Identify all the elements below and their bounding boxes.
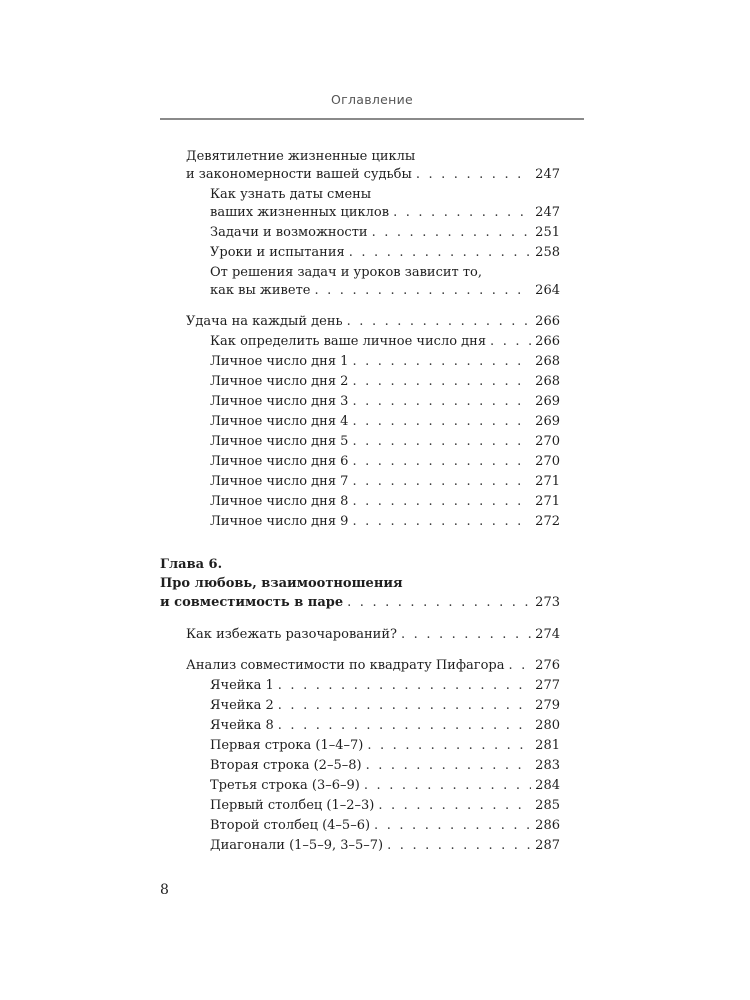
- toc-leader-dots: [401, 626, 531, 644]
- toc-section-title: Удача на каждый день: [186, 314, 343, 329]
- chapter-title: Про любовь, взаимоотношения: [160, 576, 403, 591]
- toc-entry[interactable]: [210, 757, 560, 775]
- toc-page-number: 279: [535, 698, 560, 713]
- toc-page-number: 272: [535, 514, 560, 529]
- toc-leader-dots: [372, 224, 532, 242]
- toc-page-number: 264: [535, 283, 560, 298]
- toc-entry[interactable]: [210, 244, 560, 262]
- toc-entry-title: Диагонали (1–5–9, 3–5–7): [210, 838, 384, 853]
- toc-entry[interactable]: [210, 353, 560, 371]
- toc-entry[interactable]: [210, 473, 560, 491]
- toc-entry-title: Второй столбец (4–5–6): [210, 818, 371, 833]
- toc-page-number: 271: [535, 474, 560, 489]
- toc-section[interactable]: [186, 657, 560, 675]
- toc-entry-title: Первый столбец (1–2–3): [210, 798, 375, 813]
- toc-leader-dots: [416, 166, 531, 184]
- toc-page-number: 276: [535, 658, 560, 673]
- toc-entry-title: Первая строка (1–4–7): [210, 738, 364, 753]
- toc-page-number: 268: [535, 354, 560, 369]
- header-rule: [160, 118, 584, 120]
- toc-page-number: 287: [535, 838, 560, 853]
- toc-page-number: 285: [535, 798, 560, 813]
- toc-leader-dots: [352, 353, 531, 371]
- toc-leader-dots: [278, 717, 531, 735]
- toc-leader-dots: [347, 313, 532, 331]
- toc-entry-title: Личное число дня 4: [210, 414, 349, 429]
- toc-leader-dots: [352, 493, 531, 511]
- toc-leader-dots: [387, 837, 531, 855]
- toc-entry[interactable]: [186, 166, 560, 184]
- chapter-title: и совместимость в паре: [160, 595, 344, 610]
- toc-leader-dots: [490, 333, 531, 351]
- toc-entry-title: Личное число дня 6: [210, 454, 349, 469]
- toc-entry[interactable]: [210, 677, 560, 695]
- toc-page-number: 247: [535, 167, 560, 182]
- toc-entry-title: Личное число дня 5: [210, 434, 349, 449]
- toc-entry-title: как вы живете: [210, 283, 311, 298]
- toc-entry-title: Личное число дня 3: [210, 394, 349, 409]
- toc-leader-dots: [378, 797, 531, 815]
- toc-entry-title: Задачи и возможности: [210, 225, 368, 240]
- chapter-label: Глава 6.: [160, 557, 223, 572]
- page-number: 8: [160, 882, 169, 898]
- toc-entry[interactable]: [210, 333, 560, 351]
- running-head: Оглавление: [330, 92, 414, 107]
- toc-leader-dots: [352, 513, 531, 531]
- toc-page-number: 266: [535, 334, 560, 349]
- toc-page-number: 251: [535, 225, 560, 240]
- toc-leader-dots: [352, 433, 531, 451]
- toc-leader-dots: [393, 204, 531, 222]
- toc-entry-title: ваших жизненных циклов: [210, 205, 390, 220]
- toc-entry-title: Личное число дня 9: [210, 514, 349, 529]
- toc-page-number: 271: [535, 494, 560, 509]
- toc-entry-title: Ячейка 2: [210, 698, 274, 713]
- toc-entry-title: Личное число дня 1: [210, 354, 349, 369]
- toc-page-number: 247: [535, 205, 560, 220]
- toc-entry[interactable]: [210, 453, 560, 471]
- toc-entry[interactable]: [210, 413, 560, 431]
- toc-page-number: 284: [535, 778, 560, 793]
- toc-leader-dots: [352, 413, 531, 431]
- toc-page-number: 258: [535, 245, 560, 260]
- toc-section-title: Анализ совместимости по квадрату Пифагора: [186, 658, 505, 673]
- toc-entry[interactable]: [210, 737, 560, 755]
- toc-leader-dots: [364, 777, 531, 795]
- toc-page-number: 280: [535, 718, 560, 733]
- toc-page-number: 283: [535, 758, 560, 773]
- toc-entry-title: Личное число дня 7: [210, 474, 349, 489]
- toc-leader-dots: [278, 677, 531, 695]
- toc-page-number: 270: [535, 434, 560, 449]
- toc-page-number: 269: [535, 414, 560, 429]
- toc-page-number: 273: [535, 595, 560, 610]
- toc-entry[interactable]: [210, 433, 560, 451]
- toc-entry-title: и закономерности вашей судьбы: [186, 167, 412, 182]
- toc-entry-title: Третья строка (3–6–9): [210, 778, 360, 793]
- toc-page-number: 266: [535, 314, 560, 329]
- toc-page-number: 277: [535, 678, 560, 693]
- toc-leader-dots: [367, 737, 531, 755]
- toc-entry[interactable]: [210, 777, 560, 795]
- toc-entry-title: Как определить ваше личное число дня: [210, 334, 487, 349]
- toc-entry[interactable]: [210, 837, 560, 855]
- toc-entry[interactable]: [210, 697, 560, 715]
- toc-leader-dots: [314, 282, 531, 300]
- toc-page-number: 269: [535, 394, 560, 409]
- toc-leader-dots: [352, 453, 531, 471]
- toc-entry[interactable]: [210, 817, 560, 835]
- toc-leader-dots: [278, 697, 531, 715]
- toc-entry-title: Вторая строка (2–5–8): [210, 758, 362, 773]
- toc-leader-dots: [509, 657, 532, 675]
- toc-entry-title: Как узнать даты смены: [210, 187, 372, 202]
- toc-page-number: 286: [535, 818, 560, 833]
- toc-entry[interactable]: [210, 204, 560, 222]
- toc-entry[interactable]: [210, 797, 560, 815]
- toc-entry-title: Личное число дня 8: [210, 494, 349, 509]
- toc-leader-dots: [347, 594, 531, 612]
- toc-page-number: 270: [535, 454, 560, 469]
- toc-entry[interactable]: [210, 513, 560, 531]
- toc-leader-dots: [374, 817, 531, 835]
- toc-entry-title: Ячейка 8: [210, 718, 274, 733]
- toc-leader-dots: [352, 393, 531, 411]
- toc-section-title: Девятилетние жизненные циклы: [186, 149, 416, 164]
- toc-leader-dots: [349, 244, 531, 262]
- toc-leader-dots: [366, 757, 532, 775]
- toc-entry[interactable]: [210, 282, 560, 300]
- toc-page-number: 268: [535, 374, 560, 389]
- toc-entry-title: От решения задач и уроков зависит то,: [210, 265, 483, 280]
- toc-entry[interactable]: [210, 717, 560, 735]
- toc-entry-title: Уроки и испытания: [210, 245, 345, 260]
- toc-entry[interactable]: [210, 224, 560, 242]
- toc-leader-dots: [352, 473, 531, 491]
- toc-entry[interactable]: [210, 493, 560, 511]
- toc-entry[interactable]: [210, 373, 560, 391]
- toc-page-number: 274: [535, 627, 560, 642]
- toc-chapter[interactable]: [160, 594, 560, 612]
- toc-section-title: Как избежать разочарований?: [186, 627, 397, 642]
- toc-entry[interactable]: [210, 393, 560, 411]
- toc-section[interactable]: [186, 626, 560, 644]
- toc-entry-title: Личное число дня 2: [210, 374, 349, 389]
- toc-leader-dots: [352, 373, 531, 391]
- toc-page-number: 281: [535, 738, 560, 753]
- toc-entry-title: Ячейка 1: [210, 678, 274, 693]
- toc-section[interactable]: [186, 313, 560, 331]
